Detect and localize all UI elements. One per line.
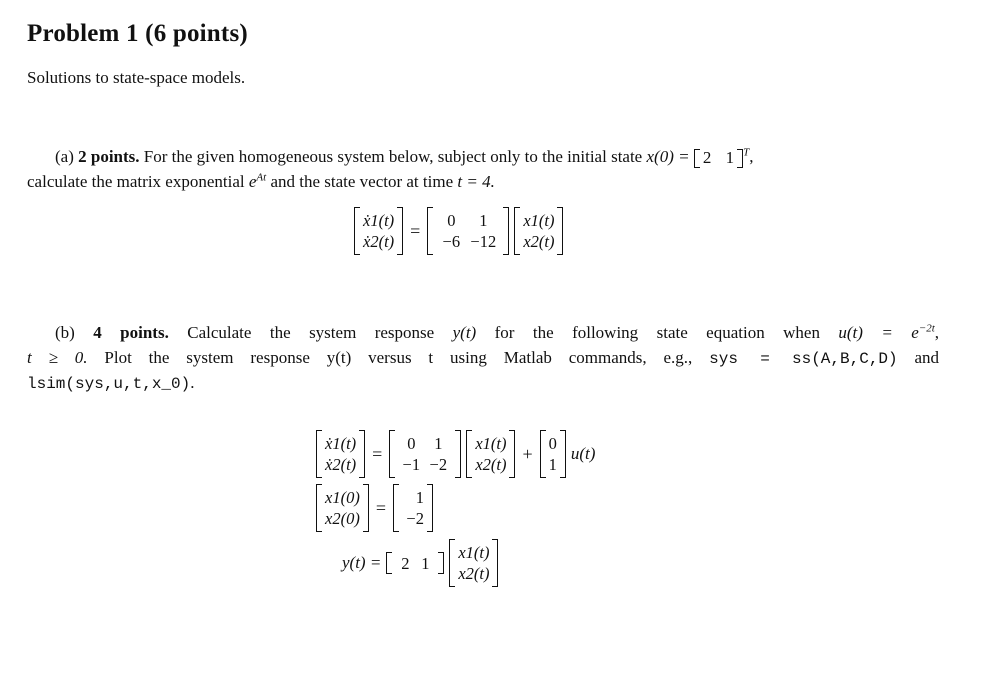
part-b-matrix-A: 0 1 −1 −2 (389, 430, 461, 478)
part-a-matrix-A: 0 1 −6 −12 (427, 207, 509, 255)
problem-intro: Solutions to state-space models. (27, 68, 246, 87)
part-a-label: (a) (55, 147, 74, 166)
part-b-lhs-vector: ẋ1(t) ẋ2(t) (316, 430, 365, 478)
part-b-state-equation: ẋ1(t) ẋ2(t) = 0 1 −1 −2 x1(t) x2(t) + 0 1 u(t) (316, 430, 595, 478)
part-a-points: 2 points. (78, 147, 140, 166)
part-b-x0-values: 1 −2 (393, 484, 433, 532)
part-a-text1: For the given homogeneous system below, subject only to the initial state (143, 147, 643, 166)
part-a-x0-vector: 2 1 (694, 146, 743, 171)
part-b-output-equation (342, 539, 498, 587)
part-a-equation: ẋ1(t) ẋ2(t) = 0 1 −6 −12 x1(t) x2(t) (354, 207, 563, 255)
part-b-matrix-B: 0 1 (540, 430, 566, 478)
part-b-initial-state: x1(0) x2(0) = 1 −2 (316, 484, 433, 532)
part-b-ut: u(t) = e (838, 323, 919, 342)
part-a-state-vector: x1(t) x2(t) (514, 207, 563, 255)
part-a-exp-sup: At (256, 171, 267, 184)
part-b-code1: sys = ss(A,B,C,D) (709, 349, 898, 368)
part-b-text: (b) 4 points. Calculate the system response y(t) for the following state equation when $u(t) = e^{-2t}$, t ≥ 0. Plot the system response y(t) versus t using Matlab commands, e.g., sys = ss(A,B,C,D) and lsim(sys,u,t,x_0). (27, 322, 940, 393)
part-b-text3: Plot the system response y(t) versus t using Matlab commands, e.g., (104, 347, 693, 367)
part-a-time: t = 4. (457, 172, 495, 192)
part-b-matrix-C: 2 1 (386, 552, 444, 574)
part-a-text2: calculate the matrix exponential (27, 172, 245, 192)
part-b-output-state-vector: x1(t) x2(t) (449, 539, 498, 587)
part-a-x0: x(0) = (646, 147, 694, 166)
part-a-lhs-vector: ẋ1(t) ẋ2(t) (354, 207, 403, 255)
part-b-x0-lhs: x1(0) x2(0) (316, 484, 369, 532)
part-b-code2: lsim(sys,u,t,x_0) (27, 375, 191, 393)
part-b-and: and (914, 347, 940, 367)
part-a-text: (a) 2 points. For the given homogeneous system below, subject only to the initial state x(0) = 2 1 $^T$, calculate the matrix exponential $e^{At}$ and the state vector at time t = 4. (27, 146, 754, 192)
part-b-text2: for the following state equation when (494, 323, 820, 342)
part-b-y-lhs: y(t) = (342, 553, 382, 572)
part-b-points: 4 points. (93, 323, 169, 342)
part-b-cond: t ≥ 0. (27, 347, 88, 367)
part-a-exp-base: e (248, 172, 257, 192)
part-a-text3: and the state vector at time (270, 172, 454, 192)
part-b-label: (b) (55, 323, 75, 342)
part-b-yt: y(t) (452, 323, 477, 342)
part-b-input: u(t) (570, 444, 596, 463)
problem-title: Problem 1 (6 points) (27, 20, 248, 47)
part-b-ut-sup: −2t (918, 322, 935, 335)
part-b-text1: Calculate the system response (187, 323, 435, 342)
part-a-transpose: T (743, 146, 750, 159)
part-b-state-vector: x1(t) x2(t) (466, 430, 515, 478)
